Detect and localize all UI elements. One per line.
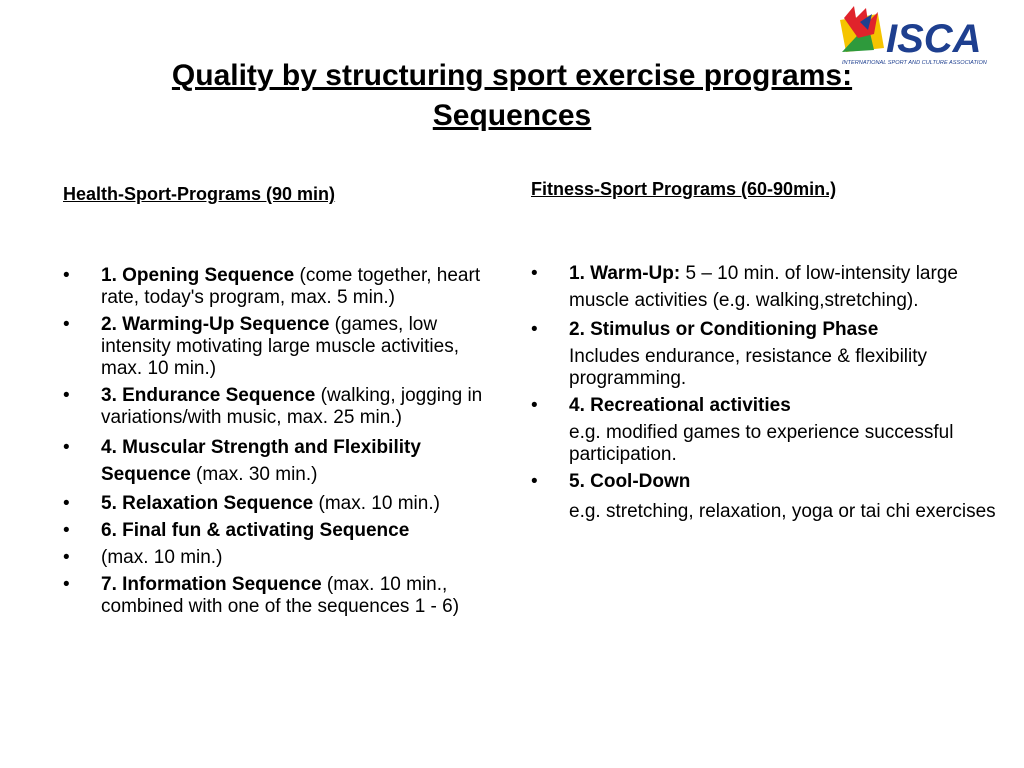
health-sequence-list [63, 265, 503, 623]
fitness-sport-heading: Fitness-Sport Programs (60-90min.) [531, 179, 837, 199]
list-item: • 4. Muscular Strength and Flexibility Sequence (max. 30 min.) [63, 434, 503, 488]
list-item: • 7. Information Sequence (max. 10 min., combined with one of the sequences 1 - 6) [63, 574, 503, 618]
list-item: • 6. Final fun & activating Sequence [63, 520, 503, 542]
health-sport-heading: Health-Sport-Programs (90 min) [63, 184, 336, 204]
list-item: • 3. Endurance Sequence (walking, jogging in variations/with music, max. 25 min.) [63, 385, 503, 429]
list-item: • 2. Stimulus or Conditioning Phase [531, 319, 1001, 341]
list-item: • 1. Opening Sequence (come together, heart rate, today's program, max. 5 min.) [63, 265, 503, 309]
list-item: • 2. Warming-Up Sequence (games, low intensity motivating large muscle activities, max. 10 min.) [63, 314, 503, 380]
slide-title-line1: Quality by structuring sport exercise programs: [171, 59, 853, 92]
list-item: • 5. Cool-Down [531, 471, 1001, 493]
list-item-continuation: Includes endurance, resistance & flexibility programming. [569, 346, 928, 389]
logo-tagline: INTERNATIONAL SPORT AND CULTURE ASSOCIATION [842, 60, 987, 66]
list-item: • 4. Recreational activities [531, 395, 1001, 417]
list-item: • (max. 10 min.) [63, 547, 503, 569]
isca-logo [838, 4, 1022, 70]
list-item-continuation: e.g. modified games to experience successful participation. [569, 422, 954, 465]
logo-wordmark: ISCA [886, 17, 982, 61]
list-item: • 1. Warm-Up: 5 – 10 min. of low-intensity large muscle activities (e.g. walking,stretching). [531, 260, 1001, 314]
slide-title [60, 56, 964, 136]
fitness-phase-list [531, 260, 1001, 530]
slide-title-line2: Sequences [432, 99, 592, 132]
list-item-continuation: e.g. stretching, relaxation, yoga or tai chi exercises [569, 501, 996, 522]
list-item: • 5. Relaxation Sequence (max. 10 min.) [63, 493, 503, 515]
